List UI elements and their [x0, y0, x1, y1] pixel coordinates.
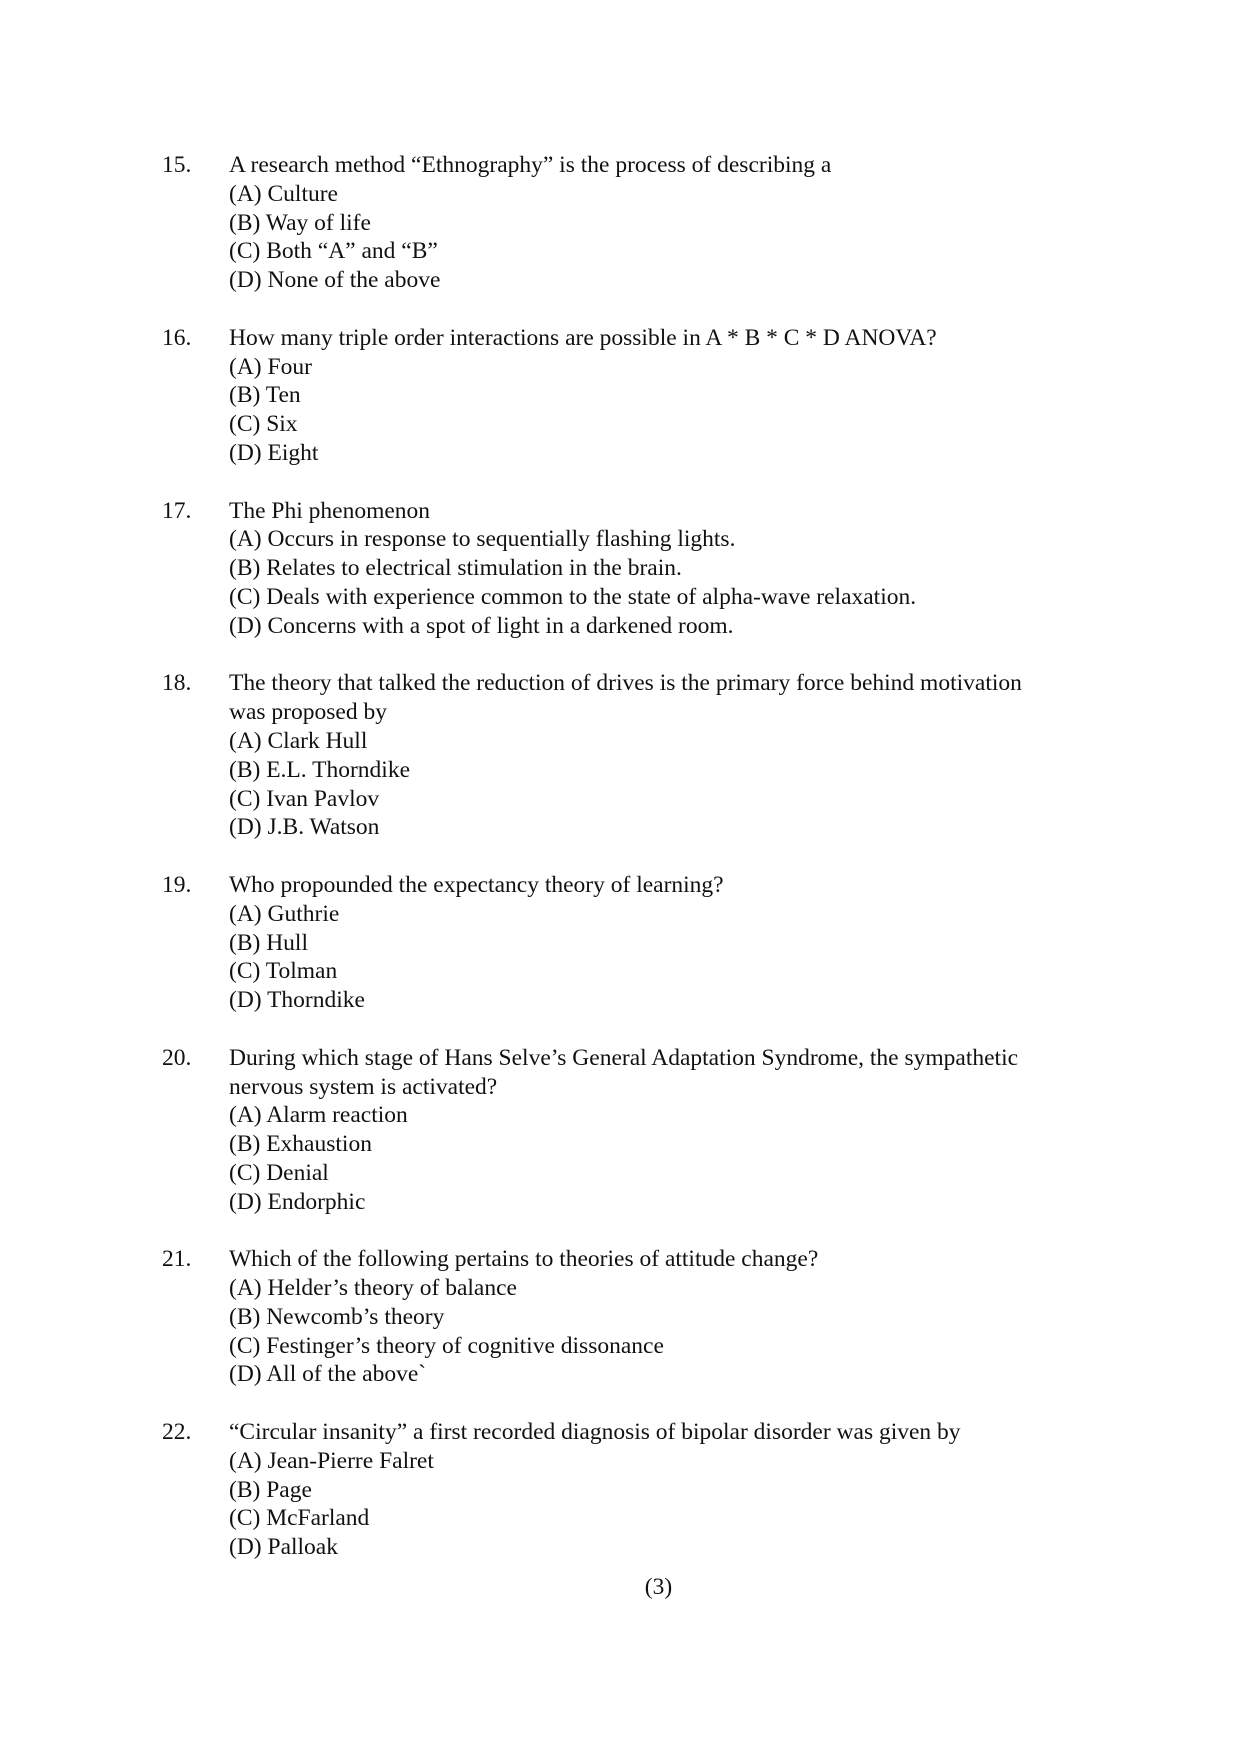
- answer-option: (D) Eight: [229, 439, 319, 466]
- question-stem: Who propounded the expectancy theory of learning?: [229, 871, 724, 898]
- answer-option: (D) None of the above: [229, 267, 441, 294]
- answer-option: (D) Concerns with a spot of light in a darkened room.: [229, 612, 734, 639]
- answer-option: (B) E.L. Thorndike: [229, 756, 411, 783]
- answer-option: (C) Ivan Pavlov: [229, 785, 380, 812]
- question-18: [162, 669, 1162, 842]
- question-stem: “Circular insanity” a first recorded diagnosis of bipolar disorder was given by: [229, 1419, 961, 1446]
- answer-option: (D) Endorphic: [229, 1188, 366, 1215]
- answer-option: (D) Thorndike: [229, 987, 365, 1014]
- question-body: [229, 1245, 1162, 1389]
- question-stem: During which stage of Hans Selve’s General Adaptation Syndrome, the sympathetic: [229, 1044, 1019, 1071]
- question-stem: nervous system is activated?: [229, 1073, 498, 1100]
- question-17: [162, 497, 1162, 641]
- question-stem: The theory that talked the reduction of drives is the primary force behind motivation: [229, 670, 1022, 697]
- question-stem: The Phi phenomenon: [229, 497, 431, 524]
- answer-option: (A) Clark Hull: [229, 727, 368, 754]
- question-20: [162, 1044, 1162, 1217]
- answer-option: (B) Relates to electrical stimulation in the brain.: [229, 555, 682, 582]
- answer-option: (A) Occurs in response to sequentially flashing lights.: [229, 526, 736, 553]
- answer-option: (A) Alarm reaction: [229, 1102, 408, 1129]
- answer-option: (B) Newcomb’s theory: [229, 1303, 445, 1330]
- question-21: [162, 1245, 1162, 1389]
- answer-option: (C) Deals with experience common to the state of alpha-wave relaxation.: [229, 583, 917, 610]
- question-number: 16.: [162, 324, 192, 351]
- question-number: 17.: [162, 497, 192, 524]
- answer-option: (B) Page: [229, 1476, 312, 1503]
- answer-option: (C) Denial: [229, 1159, 329, 1186]
- question-body: [229, 669, 1162, 842]
- question-stem: How many triple order interactions are possible in A * B * C * D ANOVA?: [229, 324, 937, 351]
- question-stem: A research method “Ethnography” is the process of describing a: [229, 152, 832, 178]
- answer-option: (A) Jean-Pierre Falret: [229, 1447, 434, 1474]
- question-body: [229, 151, 1162, 295]
- question-body: [229, 497, 1162, 641]
- answer-option: (C) Tolman: [229, 958, 338, 985]
- answer-option: (B) Exhaustion: [229, 1131, 372, 1158]
- answer-option: (A) Guthrie: [229, 900, 340, 927]
- answer-option: (A) Helder’s theory of balance: [229, 1275, 517, 1302]
- question-number: 15.: [162, 152, 192, 178]
- answer-option: (D) All of the above`: [229, 1361, 427, 1388]
- question-number: 18.: [162, 670, 192, 697]
- page-number: (3): [644, 1574, 673, 1600]
- question-number: 21.: [162, 1246, 192, 1273]
- answer-option: (A) Culture: [229, 180, 338, 207]
- question-body: [229, 1418, 1162, 1562]
- question-body: [229, 871, 1162, 1015]
- answer-option: (A) Four: [229, 353, 312, 380]
- question-number: 20.: [162, 1044, 192, 1071]
- answer-option: (C) Both “A” and “B”: [229, 238, 438, 265]
- answer-option: (C) Six: [229, 411, 298, 438]
- question-15: [162, 151, 1162, 295]
- question-stem: Which of the following pertains to theories of attitude change?: [229, 1246, 819, 1273]
- answer-option: (B) Way of life: [229, 209, 371, 236]
- answer-option: (C) McFarland: [229, 1505, 370, 1532]
- question-number: 22.: [162, 1419, 192, 1446]
- question-body: [229, 324, 1162, 468]
- answer-option: (B) Ten: [229, 382, 301, 409]
- answer-option: (D) Palloak: [229, 1534, 338, 1561]
- question-stem: was proposed by: [229, 699, 387, 726]
- question-number: 19.: [162, 871, 192, 898]
- answer-option: (C) Festinger’s theory of cognitive dissonance: [229, 1332, 664, 1359]
- answer-option: (B) Hull: [229, 929, 308, 956]
- question-list: [162, 151, 1162, 1591]
- question-16: [162, 324, 1162, 468]
- question-body: [229, 1044, 1162, 1217]
- question-22: [162, 1418, 1162, 1562]
- answer-option: (D) J.B. Watson: [229, 814, 380, 841]
- question-19: [162, 871, 1162, 1015]
